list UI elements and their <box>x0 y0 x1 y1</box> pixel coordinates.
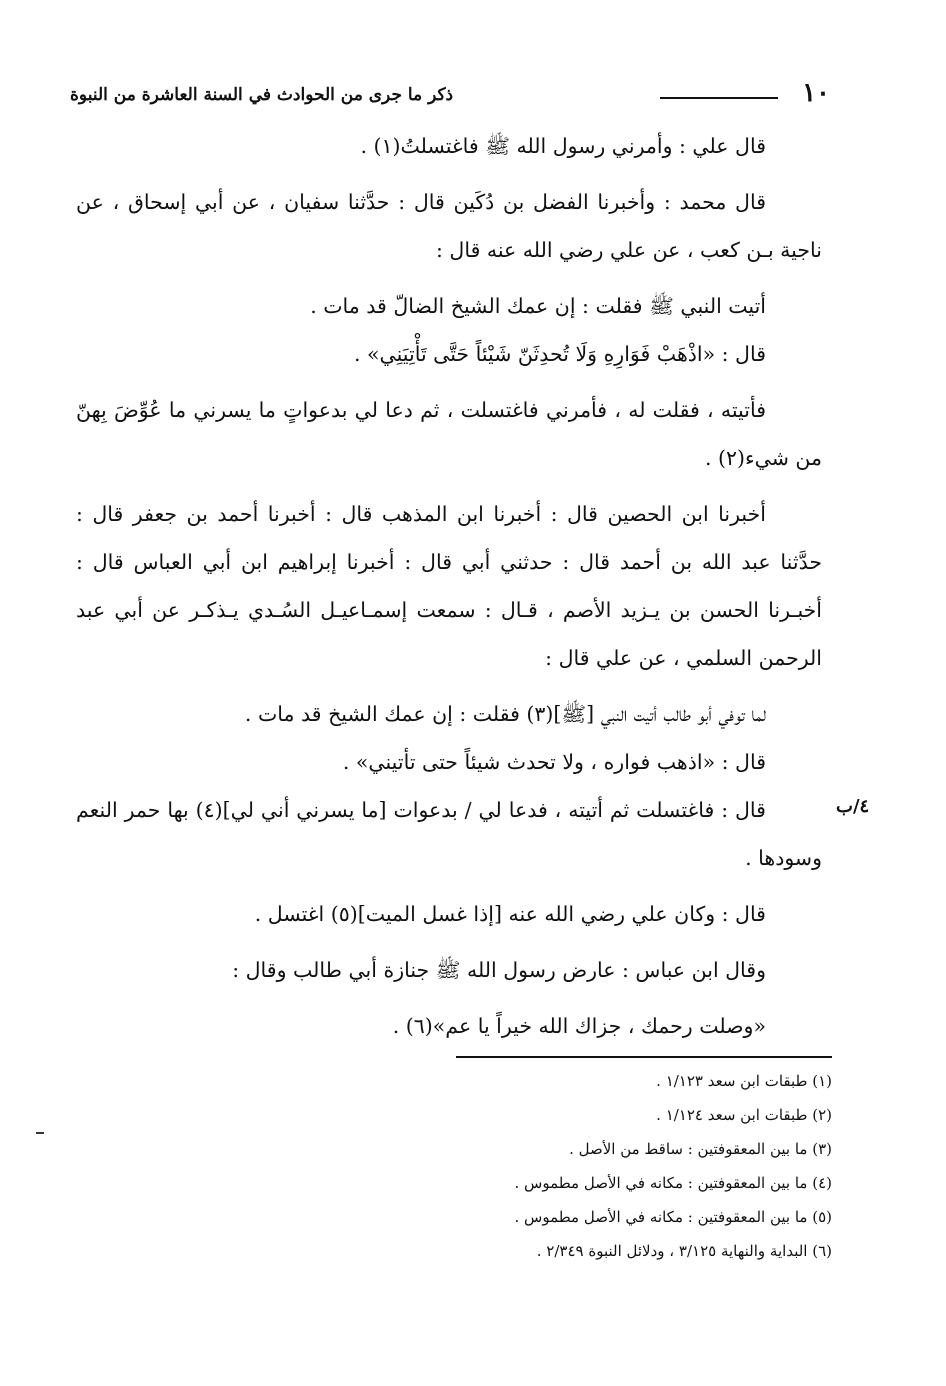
footnote-3: (٣) ما بين المعقوفتين : ساقط من الأصل . <box>569 1140 832 1158</box>
footnote-4: (٤) ما بين المعقوفتين : مكانه في الأصل مطموس . <box>514 1174 832 1192</box>
footnote-rule <box>456 1056 832 1058</box>
paragraph-12: «وصلت رحمك ، جزاك الله خيراً يا عم»(٦) . <box>392 1014 766 1038</box>
paragraph-2: قال محمد : وأخبرنا الفضل بن دُكَين قال : حدَّثنا سفيان ، عن أبي إسحاق ، عن ناجية بـن كعب ، عن علي رضي الله عنه قال : <box>76 190 822 262</box>
paragraph-10: قال : وكان علي رضي الله عنه [إذا غسل الميت](٥) اغتسل . <box>254 902 766 926</box>
paragraph-7: لما توفي أبو طالب أتيت النبي [ﷺ](٣) فقلت : إن عمك الشيخ قد مات . <box>244 702 766 726</box>
paragraph-8: قال : «اذهب فواره ، ولا تحدث شيئاً حتى تأتيني» . <box>342 750 766 774</box>
paragraph-11: وقال ابن عباس : عارض رسول الله ﷺ جنازة أبي طالب وقال : <box>232 958 766 982</box>
paragraph-5: فأتيته ، فقلت له ، فأمرني فاغتسلت ، ثم دعا لي بدعواتٍ ما يسرني ما عُوِّضَ بِهنّ من شيء(٢) . <box>76 398 822 470</box>
paragraph-4: قال : «اذْهَبْ فَوَارِهِ وَلَا تُحدِثَنّ شَيْئاً حَتَّى تَأْتِيَنِي» . <box>353 342 766 366</box>
footnote-5: (٥) ما بين المعقوفتين : مكانه في الأصل مطموس . <box>514 1208 832 1226</box>
footnote-6: (٦) البداية والنهاية ٣/١٢٥ ، ودلائل النبوة ٢/٣٤٩ . <box>536 1242 832 1260</box>
running-title: ذكر ما جرى من الحوادث في السنة العاشرة من النبوة <box>70 85 454 105</box>
page-header <box>70 78 830 112</box>
manuscript-folio-marker: ٤/ب <box>836 796 870 817</box>
footnote-2: (٢) طبقات ابن سعد ١/١٢٤ . <box>656 1106 832 1124</box>
paragraph-1: قال علي : وأمرني رسول الله ﷺ فاغتسلتُ(١) . <box>360 134 766 158</box>
footnote-1: (١) طبقات ابن سعد ١/١٢٣ . <box>656 1072 832 1090</box>
paragraph-9: قال : فاغتسلت ثم أتيته ، فدعا لي / بدعوات [ما يسرني أني لي](٤) بها حمر النعم وسودها . <box>76 798 822 870</box>
scan-speck <box>36 1132 44 1134</box>
footnotes <box>380 1064 832 1268</box>
main-text <box>76 122 822 1050</box>
page-number: ١٠ <box>802 78 830 108</box>
paragraph-6: أخبرنا ابن الحصين قال : أخبرنا ابن المذهب قال : أخبرنا أحمد بن جعفر قال : حدَّثنا عبد الله بن أحمد قال : حدثني أبي قال : أخبرنا إبراهيم ابن أبي العباس قال : أخبـرنا الحسن بن يـزيد الأصم ، قـال : سمعت إسمـاعيـل السُـدي يـذكـر عن أبي عبد الرحمن السلمي ، عن علي قال : <box>76 502 823 670</box>
header-rule <box>660 97 778 99</box>
paragraph-3: أتيت النبي ﷺ فقلت : إن عمك الشيخ الضالّ قد مات . <box>310 294 766 318</box>
